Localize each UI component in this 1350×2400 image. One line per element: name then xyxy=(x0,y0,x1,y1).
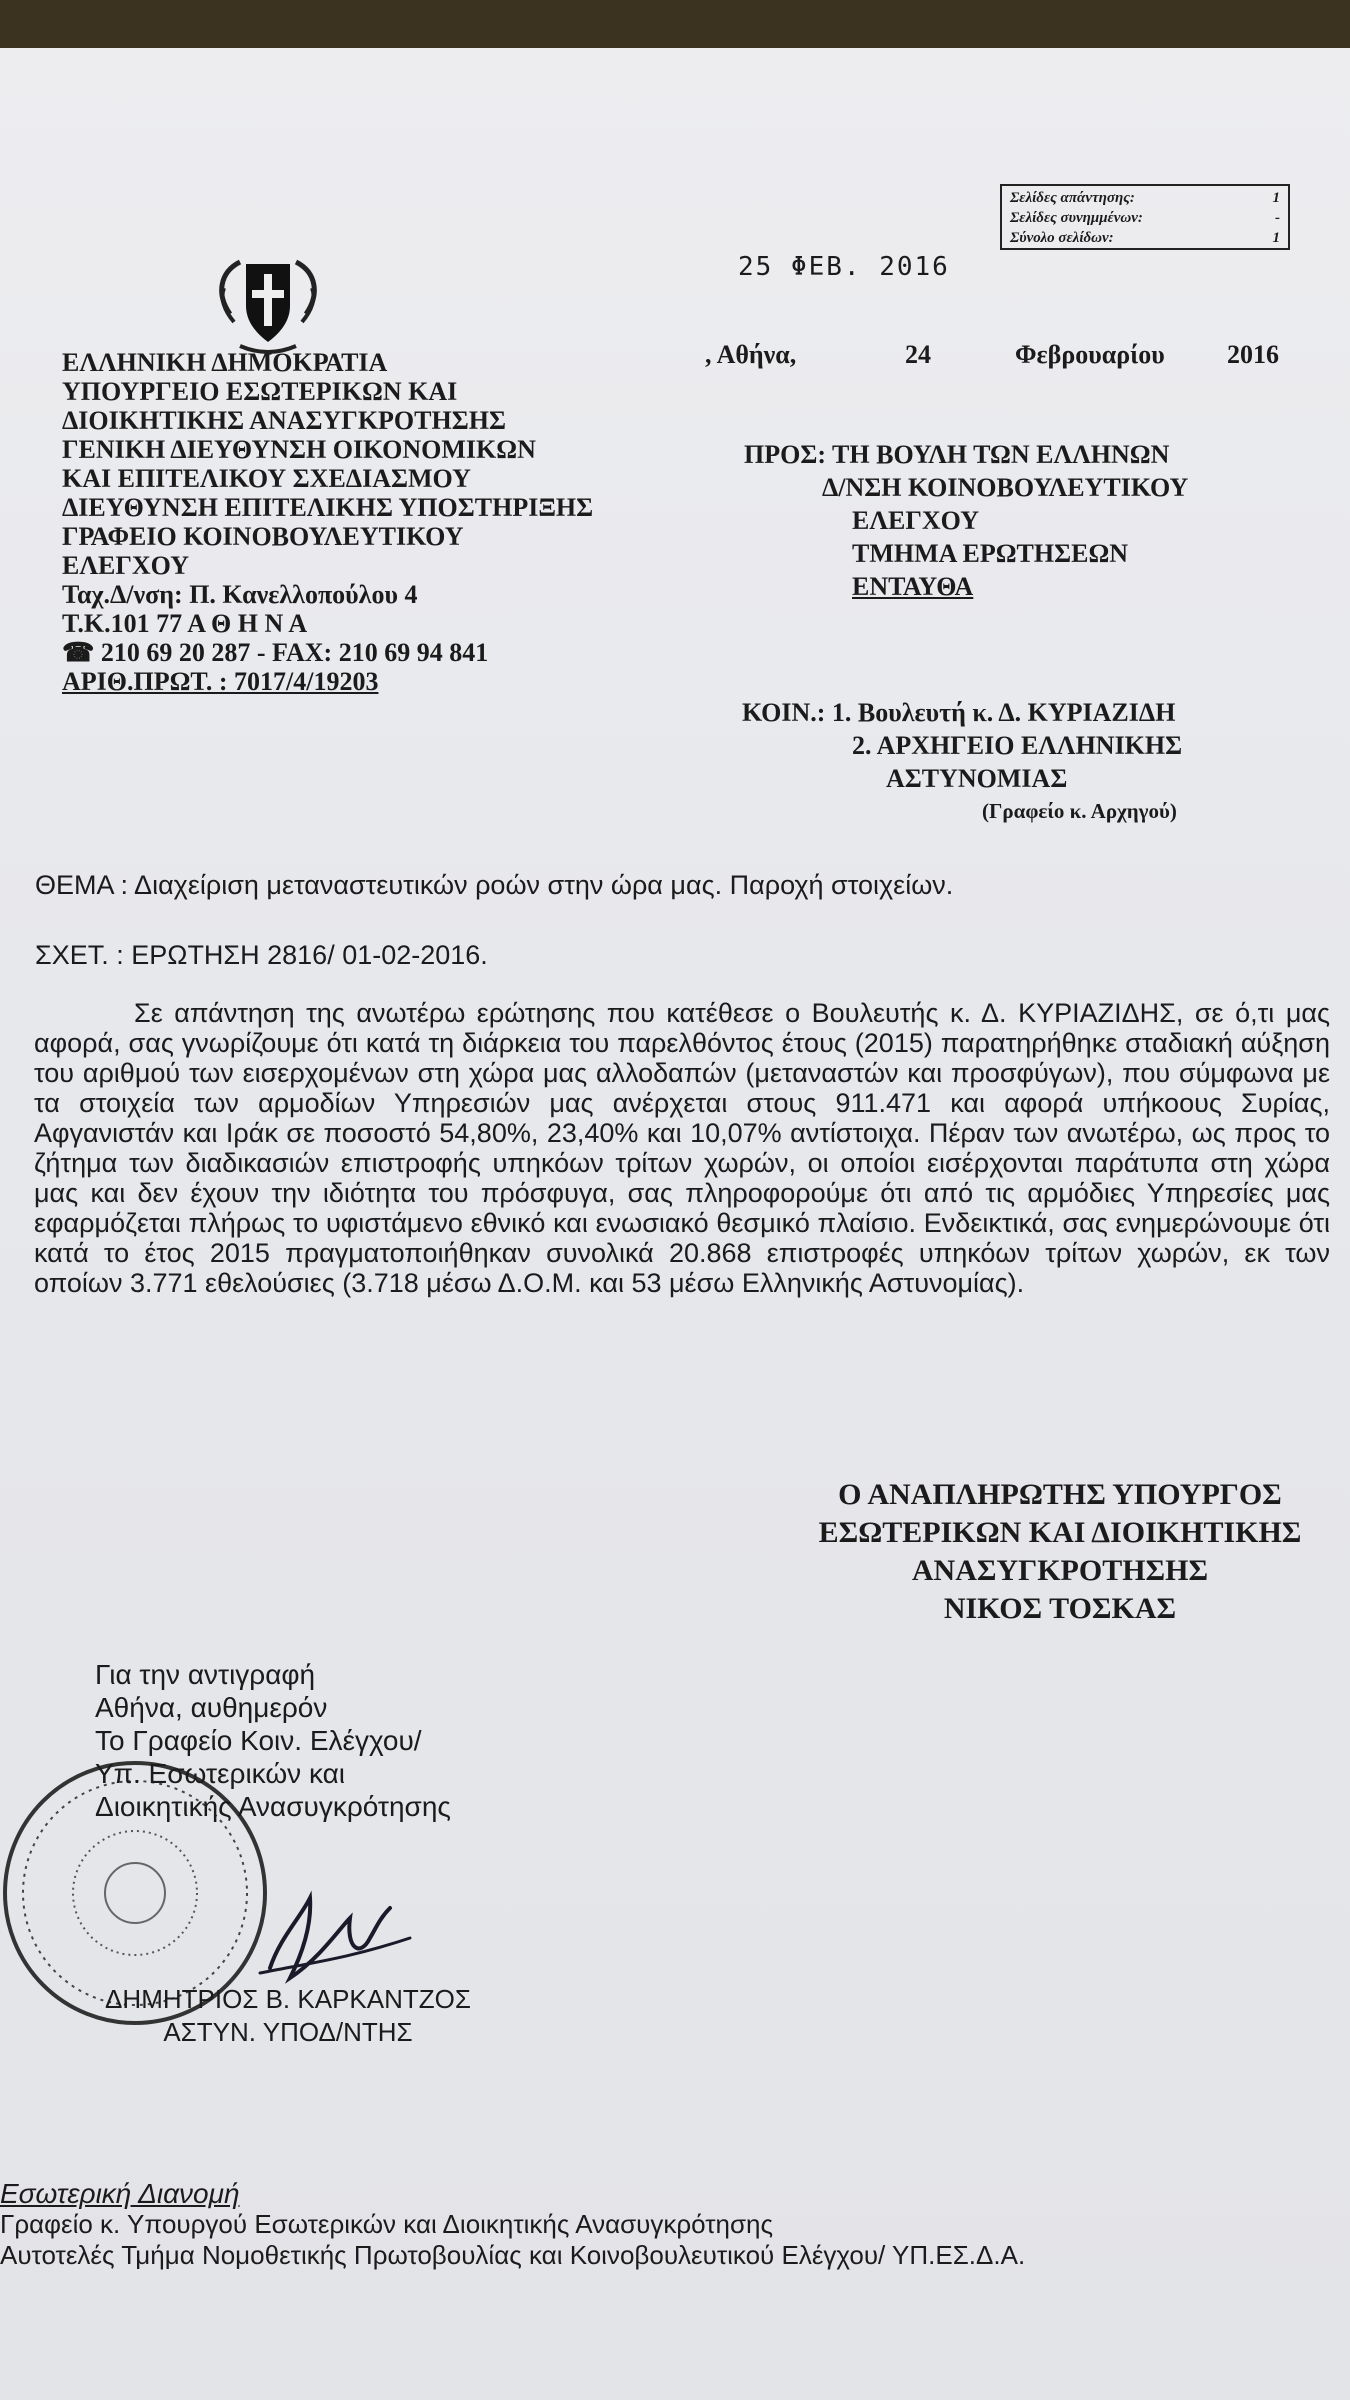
certifying-officer xyxy=(78,1983,498,2049)
recipient-line: ΤΗ ΒΟΥΛΗ ΤΩΝ ΕΛΛΗΝΩΝ xyxy=(832,440,1170,469)
date-month: Φεβρουαρίου xyxy=(1015,340,1165,369)
attached-pages-label: Σελίδες συνημμένων: xyxy=(1010,210,1143,226)
internal-distribution xyxy=(0,2178,1025,2271)
reply-pages-label: Σελίδες απάντησης: xyxy=(1010,190,1135,206)
recipient-line: Δ/ΝΣΗ ΚΟΙΝΟΒΟΥΛΕΥΤΙΚΟΥ xyxy=(822,473,1189,502)
cc-item: 2. ΑΡΧΗΓΕΙΟ ΕΛΛΗΝΙΚΗΣ xyxy=(852,731,1183,760)
distribution-item: Γραφείο κ. Υπουργού Εσωτερικών και Διοικητικής Ανασυγκρότησης xyxy=(0,2209,774,2239)
page-count-box xyxy=(1000,184,1290,250)
protocol-number: ΑΡΙΘ.ΠΡΩΤ. : 7017/4/19203 xyxy=(62,667,379,696)
recipient-line: ΤΜΗΜΑ ΕΡΩΤΗΣΕΩΝ xyxy=(852,539,1129,568)
date-day: 24 xyxy=(905,340,931,369)
cc-item: ΑΣΤΥΝΟΜΙΑΣ xyxy=(886,764,1068,793)
distribution-title: Εσωτερική Διανομή xyxy=(0,2178,240,2209)
copy-line: Διοικητικής Ανασυγκρότησης xyxy=(95,1791,451,1822)
copy-line: Το Γραφείο Κοιν. Ελέγχου/ xyxy=(95,1725,422,1756)
date-year: 2016 xyxy=(1227,340,1279,369)
cc-label: ΚΟΙΝ.: xyxy=(742,698,826,727)
recipient-line: ΕΝΤΑΥΘΑ xyxy=(852,572,974,601)
sender-line: ΓΕΝΙΚΗ ΔΙΕΥΘΥΝΣΗ ΟΙΚΟΝΟΜΙΚΩΝ xyxy=(62,435,536,464)
date-city: , Αθήνα, xyxy=(705,340,797,369)
sender-line: ΓΡΑΦΕΙΟ ΚΟΙΝΟΒΟΥΛΕΥΤΙΚΟΥ xyxy=(62,522,464,551)
subject-line: ΘΕΜΑ : Διαχείριση μεταναστευτικών ροών στην ώρα μας. Παροχή στοιχείων. xyxy=(35,870,954,900)
handwritten-signature-icon xyxy=(250,1878,430,1998)
copy-line: Για την αντιγραφή xyxy=(95,1659,316,1690)
signer-title: ΕΣΩΤΕΡΙΚΩΝ ΚΑΙ ΔΙΟΙΚΗΤΙΚΗΣ xyxy=(818,1516,1302,1549)
signer-title: ΑΝΑΣΥΓΚΡΟΤΗΣΗΣ xyxy=(911,1554,1209,1587)
body-paragraph: Σε απάντηση της ανωτέρω ερώτησης που κατέθεσε ο Βουλευτής κ. Δ. ΚΥΡΙΑΖΙΔΗΣ, σε ό,τι μας αφορά, σας γνωρίζουμε ότι κατά τη διάρκεια του παρελθόντος έτους (2015) παρατηρήθηκε σταδιακή αύξηση του αριθμού των εισερχομένων στη χώρα μας αλλοδαπών (μεταναστών και προσφύγων), που σύμφωνα με τα στοιχεία των αρμοδίων Υπηρεσιών μας ανέρχεται στους 911.471 και αφορά υπήκοους Συρίας, Αφγανιστάν και Ιράκ σε ποσοστό 54,80%, 23,40% και 10,07% αντίστοιχα. Πέραν των ανωτέρω, ως προς το ζήτημα των διαδικασιών επιστροφής υπηκόων τρίτων χωρών, οι οποίοι εισέρχονται παράτυπα στη χώρα μας και δεν έχουν την ιδιότητα του πρόσφυγα, σας πληροφορούμε ότι από τις αρμόδιες Υπηρεσίες μας εφαρμόζεται πλήρως το υφιστάμενο εθνικό και ενωσιακό θεσμικό πλαίσιο. Ενδεικτικά, σας ενημερώνουμε ότι κατά το έτος 2015 πραγματοποιήθηκαν συνολικά 20.868 επιστροφές υπηκόων τρίτων χωρών, εκ των οποίων 3.771 εθελούσιες (3.718 μέσω Δ.Ο.Μ. και 53 μέσω Ελληνικής Αστυνομίας). xyxy=(34,998,1330,1298)
sender-block xyxy=(62,348,593,696)
sender-phone: ☎ 210 69 20 287 - FAX: 210 69 94 841 xyxy=(62,638,489,667)
coat-of-arms-icon xyxy=(210,254,326,356)
sender-line: ΕΛΕΓΧΟΥ xyxy=(62,551,189,580)
recipient-line: ΕΛΕΓΧΟΥ xyxy=(852,506,979,535)
signer-name: ΝΙΚΟΣ ΤΟΣΚΑΣ xyxy=(943,1592,1177,1625)
officer-name: ΔΗΜΗΤΡΙΟΣ Β. ΚΑΡΚΑΝΤΖΟΣ xyxy=(105,1984,471,2014)
officer-rank: ΑΣΤΥΝ. ΥΠΟΔ/ΝΤΗΣ xyxy=(163,2017,413,2047)
reference-line: ΣΧΕΤ. : ΕΡΩΤΗΣΗ 2816/ 01-02-2016. xyxy=(35,940,488,970)
signer-title: Ο ΑΝΑΠΛΗΡΩΤΗΣ ΥΠΟΥΡΓΟΣ xyxy=(838,1478,1282,1511)
recipient-label: ΠΡΟΣ: xyxy=(744,440,826,469)
sender-line: ΥΠΟΥΡΓΕΙΟ ΕΣΩΤΕΡΙΚΩΝ ΚΑΙ xyxy=(62,377,458,406)
attached-pages-value: - xyxy=(1275,210,1280,226)
copy-line: Υπ. Εσωτερικών και xyxy=(95,1758,346,1789)
cc-item: 1. Βουλευτή κ. Δ. ΚΥΡΙΑΖΙΔΗ xyxy=(831,698,1176,727)
sender-line: ΚΑΙ ΕΠΙΤΕΛΙΚΟΥ ΣΧΕΔΙΑΣΜΟΥ xyxy=(62,464,471,493)
sender-line: ΕΛΛΗΝΙΚΗ ΔΗΜΟΚΡΑΤΙΑ xyxy=(62,348,388,377)
total-pages-value: 1 xyxy=(1272,230,1280,246)
recipient-block xyxy=(744,438,1188,603)
cc-item-note: (Γραφείο κ. Αρχηγού) xyxy=(982,799,1177,823)
copy-certification xyxy=(95,1658,451,1823)
sender-line: ΔΙΕΥΘΥΝΣΗ ΕΠΙΤΕΛΙΚΗΣ ΥΠΟΣΤΗΡΙΞΗΣ xyxy=(62,493,594,522)
total-pages-label: Σύνολο σελίδων: xyxy=(1010,230,1114,246)
sender-line: ΔΙΟΙΚΗΤΙΚΗΣ ΑΝΑΣΥΓΚΡΟΤΗΣΗΣ xyxy=(62,406,506,435)
copy-line: Αθήνα, αυθημερόν xyxy=(95,1692,328,1723)
document-page xyxy=(0,48,1350,2400)
sender-address: Ταχ.Δ/νση: Π. Κανελλοπούλου 4 xyxy=(62,580,418,609)
reply-pages-value: 1 xyxy=(1272,190,1280,206)
distribution-item: Αυτοτελές Τμήμα Νομοθετικής Πρωτοβουλίας και Κοινοβουλευτικού Ελέγχου/ ΥΠ.ΕΣ.Δ.Α. xyxy=(0,2240,1026,2270)
sender-postcode: Τ.Κ.101 77 Α Θ Η Ν Α xyxy=(62,609,308,638)
cc-block xyxy=(742,696,1182,828)
signer-block xyxy=(780,1476,1340,1628)
received-date-stamp: 25 ΦΕΒ. 2016 xyxy=(738,252,950,282)
